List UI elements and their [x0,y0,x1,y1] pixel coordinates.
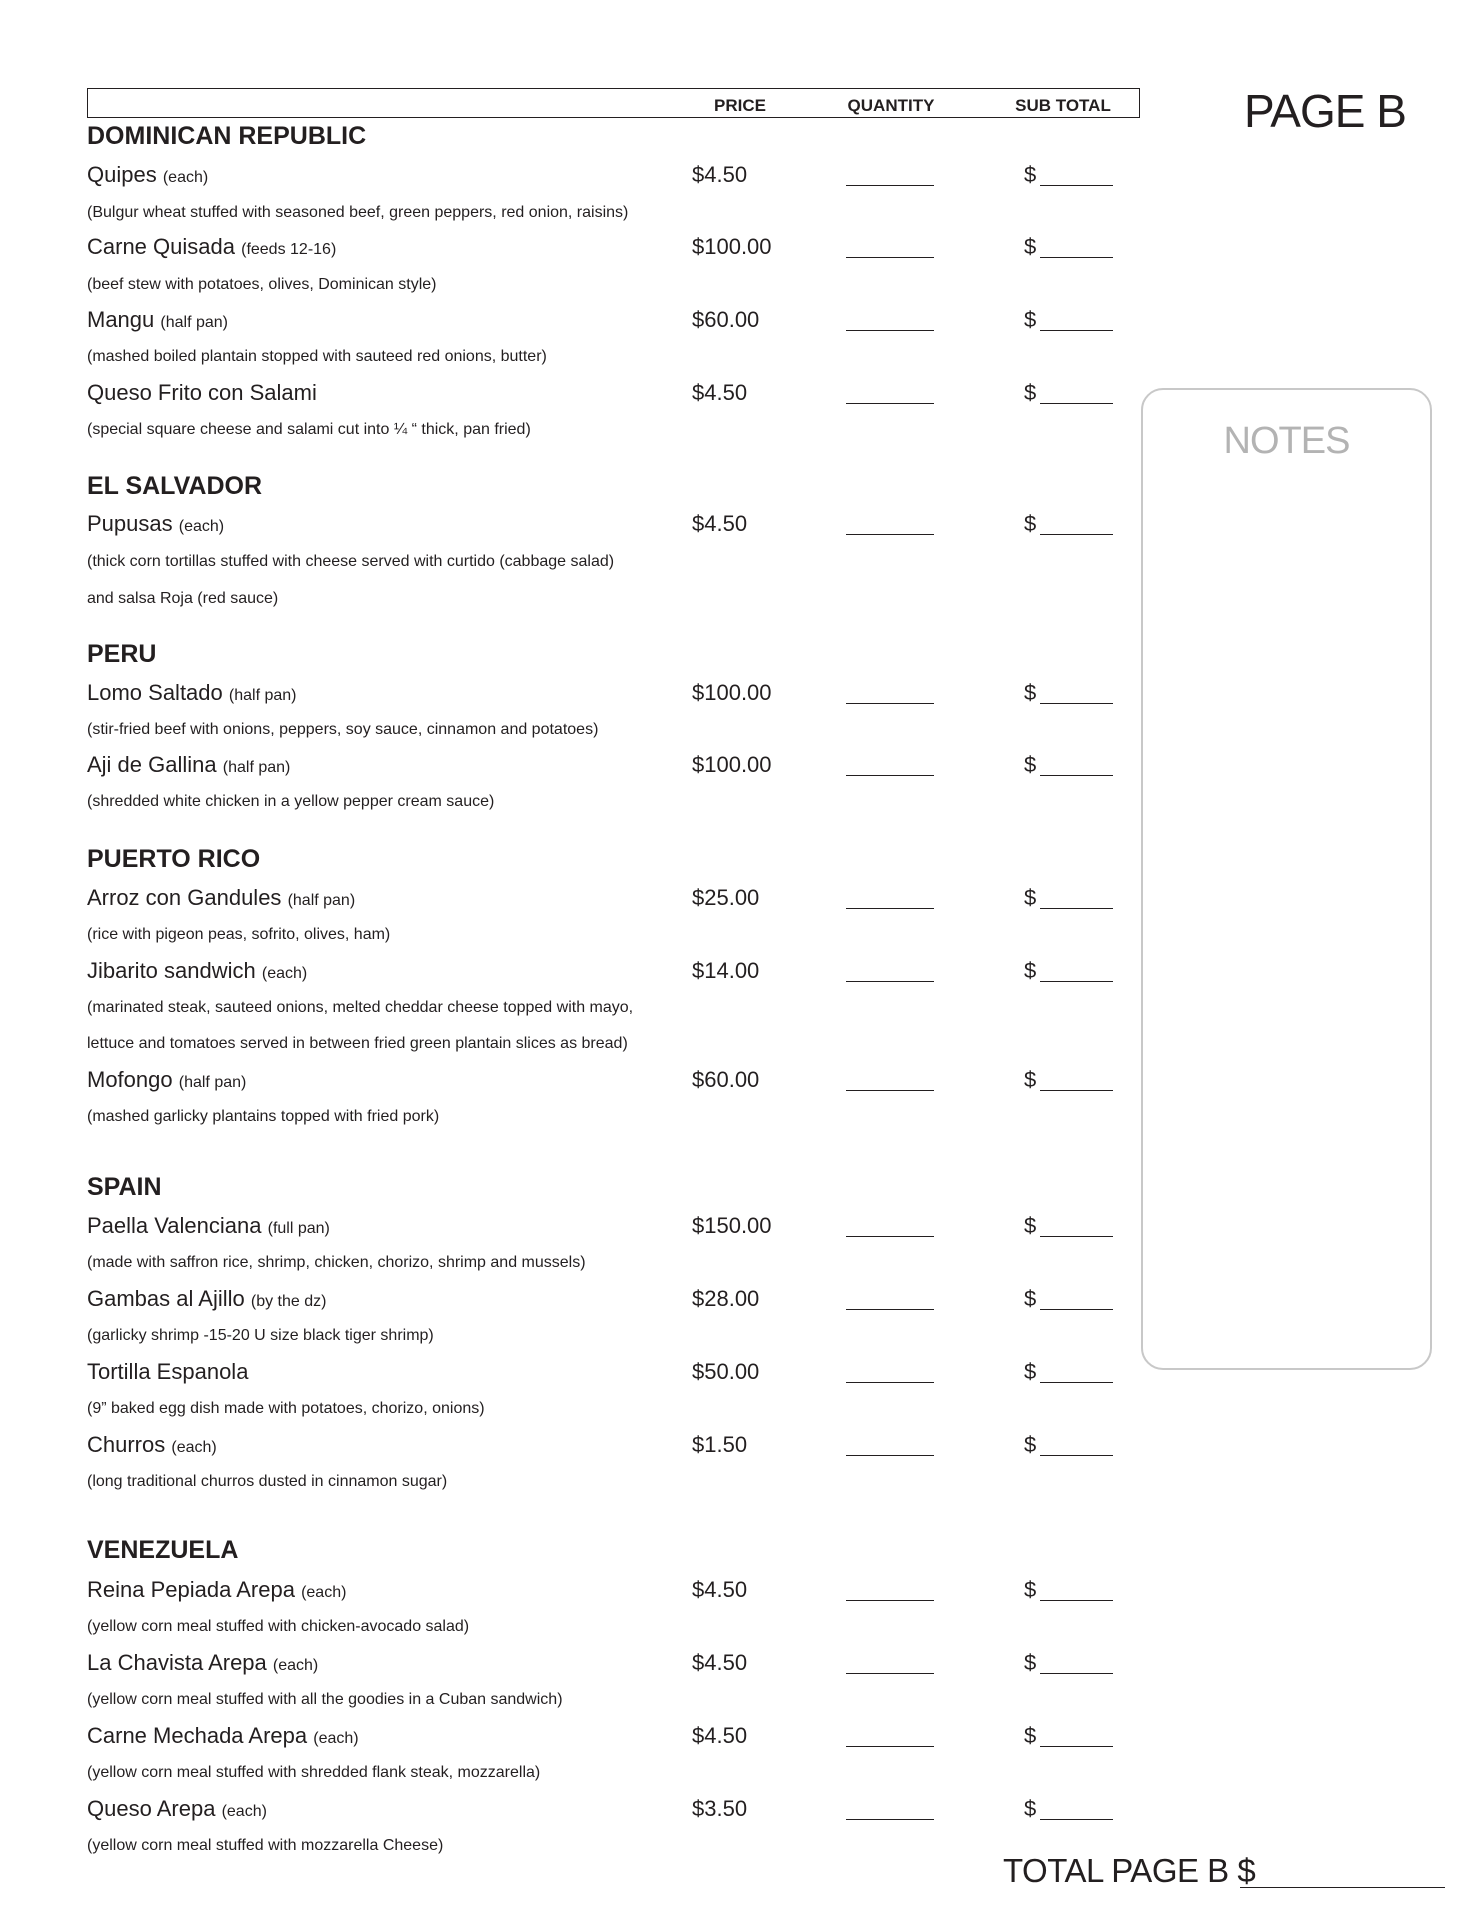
subtotal-field[interactable] [1040,1746,1113,1747]
subtotal-currency: $ [1024,1213,1037,1238]
item-title: Mofongo [87,1067,173,1092]
item-title: Paella Valenciana [87,1213,262,1238]
item-description: (long traditional churros dusted in cinnamon sugar) [87,1473,448,1490]
quantity-field[interactable] [846,775,934,776]
subtotal-currency: $ [1024,885,1037,910]
subtotal-currency: $ [1024,1286,1037,1311]
subtotal-field[interactable] [1040,185,1113,186]
item-description: lettuce and tomatoes served in between fried green plantain slices as bread) [87,1035,628,1052]
subtotal-currency: $ [1024,680,1037,705]
item-unit: (half pan) [160,314,228,331]
item-price: $4.50 [692,511,748,536]
item-price: $1.50 [692,1432,748,1457]
quantity-field[interactable] [846,1382,934,1383]
quantity-field[interactable] [846,908,934,909]
item-unit: (full pan) [267,1220,330,1237]
quantity-field[interactable] [846,534,934,535]
item-description: (mashed boiled plantain stopped with sauteed red onions, butter) [87,348,547,365]
item-description: and salsa Roja (red sauce) [87,590,279,607]
section-title: PERU [87,640,157,668]
subtotal-field[interactable] [1040,330,1113,331]
total-page-label: TOTAL PAGE B $ [1003,1852,1256,1889]
item-title: Reina Pepiada Arepa [87,1577,295,1602]
item-name [87,1577,346,1603]
quantity-field[interactable] [846,1090,934,1091]
item-title: Gambas al Ajillo [87,1286,245,1311]
item-unit: (half pan) [228,687,297,704]
item-name [87,162,208,188]
subtotal-currency: $ [1024,307,1037,332]
item-title: Pupusas [87,511,173,536]
item-name [87,1067,246,1093]
subtotal-field[interactable] [1040,981,1113,982]
item-description: (9” baked egg dish made with potatoes, chorizo, onions) [87,1400,485,1417]
quantity-field[interactable] [846,257,934,258]
item-name [87,752,290,778]
subtotal-column-header: SUB TOTAL [1015,96,1111,115]
subtotal-currency: $ [1024,1432,1037,1457]
quantity-field[interactable] [846,1600,934,1601]
subtotal-field[interactable] [1040,1819,1113,1820]
item-unit: (by the dz) [250,1293,327,1310]
quantity-field[interactable] [846,330,934,331]
total-page-field[interactable] [1240,1887,1445,1888]
item-unit: (each) [178,518,225,535]
subtotal-field[interactable] [1040,1090,1113,1091]
item-title: Carne Mechada Arepa [87,1723,308,1748]
price-column-header: PRICE [714,96,766,115]
item-unit: (each) [261,965,308,982]
item-description: (yellow corn meal stuffed with mozzarella Cheese) [87,1837,444,1854]
item-price: $4.50 [692,162,748,187]
subtotal-currency: $ [1024,1796,1037,1821]
page-title: PAGE B [1244,85,1406,137]
item-description: (thick corn tortillas stuffed with cheese served with curtido (cabbage salad) [87,553,615,570]
item-title: Churros [87,1432,166,1457]
quantity-field[interactable] [846,1236,934,1237]
item-price: $60.00 [692,1067,760,1092]
item-name [87,1213,330,1239]
item-price: $4.50 [692,1577,748,1602]
item-title: Queso Arepa [87,1796,216,1821]
subtotal-currency: $ [1024,511,1037,536]
item-name [87,958,307,984]
subtotal-currency: $ [1024,1723,1037,1748]
item-name [87,234,336,260]
item-description: (made with saffron rice, shrimp, chicken, chorizo, shrimp and mussels) [87,1254,586,1271]
item-description: (beef stew with potatoes, olives, Dominican style) [87,276,437,293]
item-price: $100.00 [692,680,772,705]
item-description: (Bulgur wheat stuffed with seasoned beef, green peppers, red onion, raisins) [87,204,629,221]
item-name [87,1650,318,1676]
item-name [87,1796,267,1822]
item-name [87,1432,217,1458]
item-description: (yellow corn meal stuffed with shredded flank steak, mozzarella) [87,1764,541,1781]
subtotal-currency: $ [1024,1577,1037,1602]
section-title: PUERTO RICO [87,845,261,873]
item-name [87,680,296,706]
item-title: La Chavista Arepa [87,1650,267,1675]
item-price: $60.00 [692,307,760,332]
item-price: $3.50 [692,1796,748,1821]
notes-box[interactable] [1141,388,1432,1370]
subtotal-currency: $ [1024,162,1037,187]
item-unit: (half pan) [178,1074,247,1091]
subtotal-field[interactable] [1040,403,1113,404]
item-name [87,1359,248,1385]
item-title: Tortilla Espanola [87,1359,249,1384]
item-name [87,380,317,406]
item-unit: (half pan) [287,892,356,909]
subtotal-currency: $ [1024,234,1037,259]
item-title: Mangu [87,307,155,332]
subtotal-field[interactable] [1040,257,1113,258]
item-unit: (each) [221,1803,267,1820]
item-price: $100.00 [692,752,772,777]
notes-label: NOTES [1223,420,1350,462]
item-name [87,885,355,911]
subtotal-field[interactable] [1040,1673,1113,1674]
section-title: SPAIN [87,1173,162,1201]
item-description: (special square cheese and salami cut into ¼ “ thick, pan fried) [87,421,531,438]
item-name [87,307,228,333]
item-title: Carne Quisada [87,234,235,259]
item-description: (mashed garlicky plantains topped with fried pork) [87,1108,440,1125]
section-title: EL SALVADOR [87,472,263,500]
item-description: (stir-fried beef with onions, peppers, soy sauce, cinnamon and potatoes) [87,721,599,738]
subtotal-currency: $ [1024,380,1037,405]
subtotal-currency: $ [1024,1067,1037,1092]
item-unit: (half pan) [222,759,291,776]
quantity-field[interactable] [846,981,934,982]
item-name [87,511,224,537]
item-price: $100.00 [692,234,772,259]
item-unit: (each) [272,1657,319,1674]
subtotal-field[interactable] [1040,1600,1113,1601]
subtotal-field[interactable] [1040,703,1113,704]
quantity-field[interactable] [846,1673,934,1674]
item-description: (garlicky shrimp -15-20 U size black tiger shrimp) [87,1327,434,1344]
quantity-field[interactable] [846,703,934,704]
subtotal-currency: $ [1024,1650,1037,1675]
item-description: (shredded white chicken in a yellow pepper cream sauce) [87,793,495,810]
item-unit: (feeds 12-16) [241,241,337,258]
item-price: $4.50 [692,1650,748,1675]
item-title: Jibarito sandwich [87,958,256,983]
item-name [87,1286,326,1312]
quantity-field[interactable] [846,1746,934,1747]
item-title: Arroz con Gandules [87,885,282,910]
item-name [87,1723,359,1749]
item-unit: (each) [162,169,209,186]
item-description: (rice with pigeon peas, sofrito, olives, ham) [87,926,391,943]
item-description: (marinated steak, sauteed onions, melted cheddar cheese topped with mayo, [87,999,634,1016]
subtotal-field[interactable] [1040,1309,1113,1310]
item-price: $150.00 [692,1213,772,1238]
quantity-field[interactable] [846,1819,934,1820]
column-header-box [87,88,1140,118]
subtotal-field[interactable] [1040,1382,1113,1383]
item-title: Queso Frito con Salami [87,380,317,405]
item-title: Lomo Saltado [87,680,223,705]
item-price: $50.00 [692,1359,760,1384]
quantity-field[interactable] [846,185,934,186]
subtotal-field[interactable] [1040,775,1113,776]
item-description: (yellow corn meal stuffed with all the goodies in a Cuban sandwich) [87,1691,563,1708]
item-unit: (each) [301,1584,347,1601]
item-price: $14.00 [692,958,760,983]
item-price: $28.00 [692,1286,760,1311]
subtotal-field[interactable] [1040,1236,1113,1237]
item-price: $4.50 [692,380,748,405]
subtotal-field[interactable] [1040,534,1113,535]
quantity-field[interactable] [846,1309,934,1310]
quantity-column-header: QUANTITY [847,96,935,115]
subtotal-currency: $ [1024,752,1037,777]
item-unit: (each) [171,1439,217,1456]
section-title: VENEZUELA [87,1536,239,1564]
section-title: DOMINICAN REPUBLIC [87,122,367,150]
quantity-field[interactable] [846,403,934,404]
item-unit: (each) [313,1730,359,1747]
item-title: Quipes [87,162,157,187]
quantity-field[interactable] [846,1455,934,1456]
subtotal-field[interactable] [1040,1455,1113,1456]
subtotal-currency: $ [1024,958,1037,983]
item-price: $25.00 [692,885,760,910]
item-title: Aji de Gallina [87,752,217,777]
item-price: $4.50 [692,1723,748,1748]
subtotal-field[interactable] [1040,908,1113,909]
subtotal-currency: $ [1024,1359,1037,1384]
item-description: (yellow corn meal stuffed with chicken-avocado salad) [87,1618,470,1635]
